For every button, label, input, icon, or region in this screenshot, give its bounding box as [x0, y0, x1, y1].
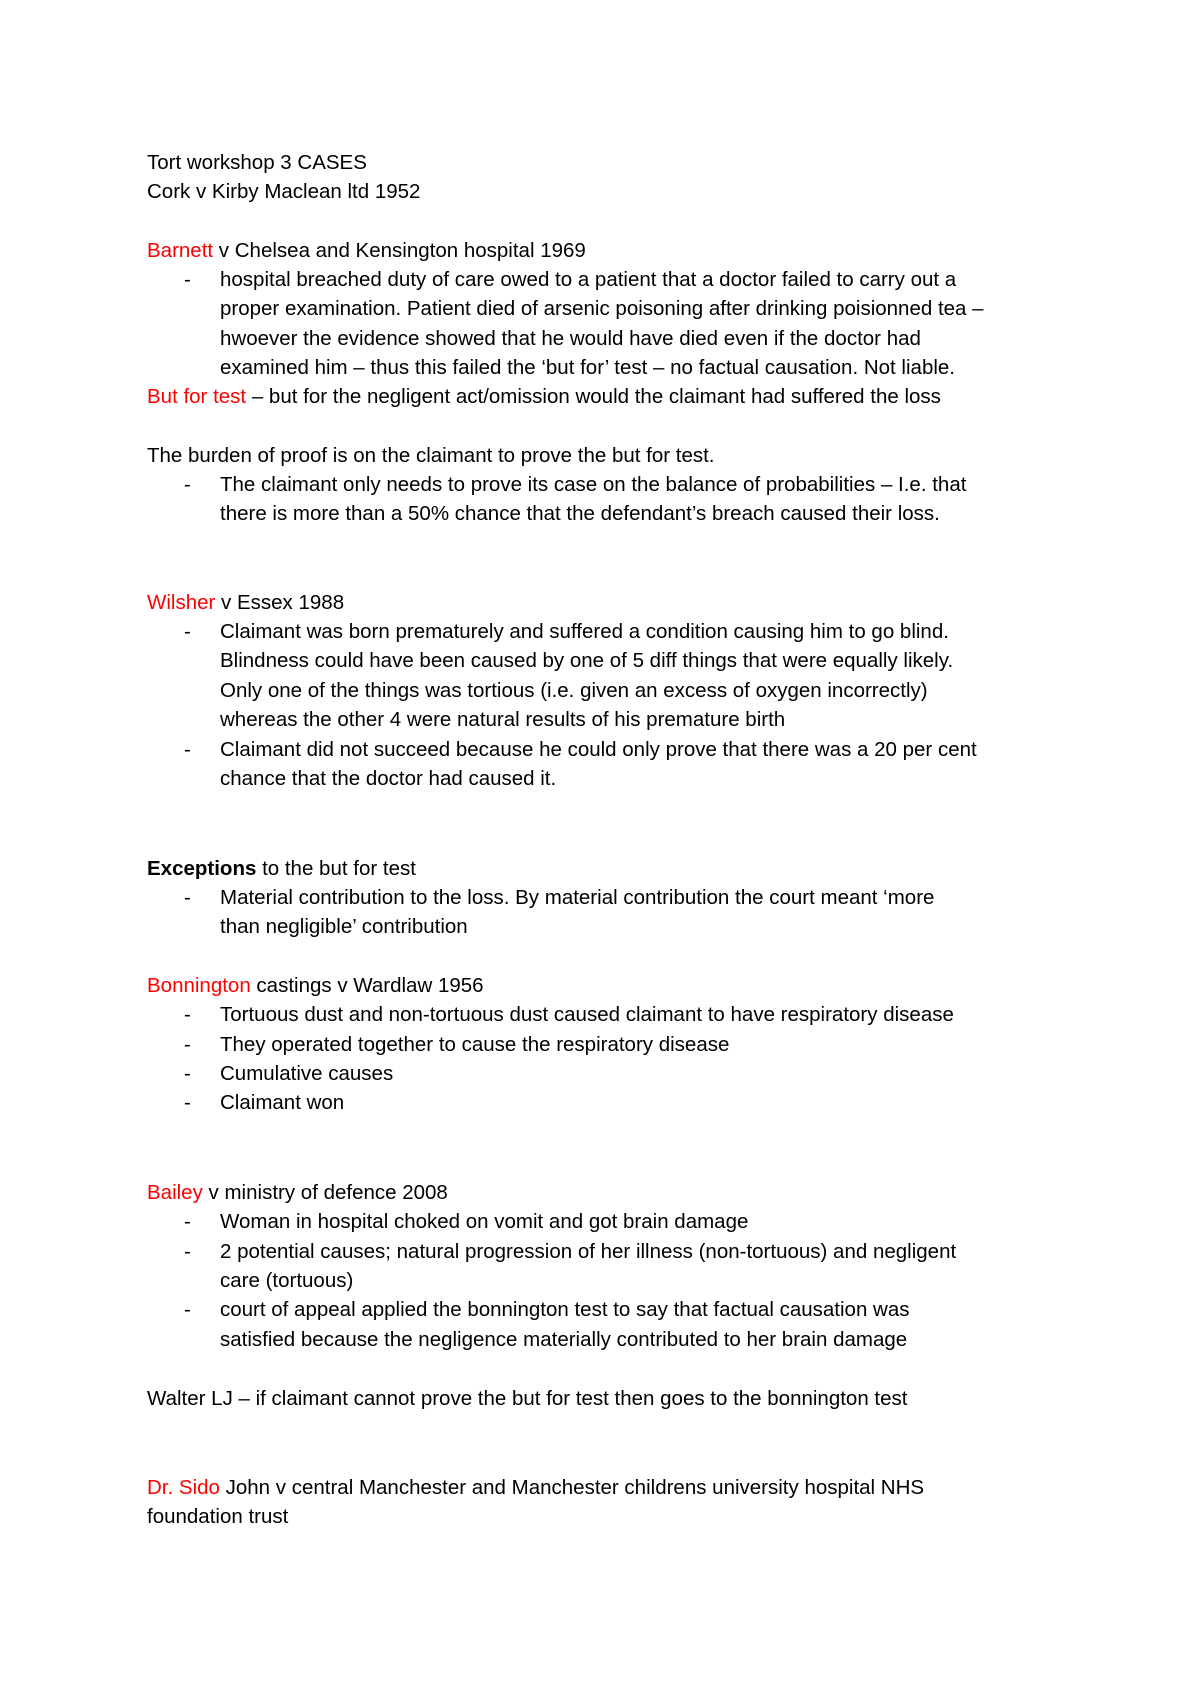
bonnington-bullet: Claimant won — [220, 1091, 345, 1114]
bonnington-bullet: Cumulative causes — [220, 1062, 394, 1085]
burden-bullet-line: there is more than a 50% chance that the defendant’s breach caused their loss. — [220, 502, 940, 525]
but-for-test-label: But for test — [147, 385, 247, 408]
but-for-test-definition: But for test – but for the negligent act/omission would the claimant had suffered the loss — [147, 385, 941, 408]
burden-bullet-line: The claimant only needs to prove its case on the balance of probabilities – I.e. that — [220, 473, 967, 496]
case-name-barnett: Barnett — [147, 239, 214, 262]
exceptions-bullet-line: Material contribution to the loss. By material contribution the court meant ‘more — [220, 886, 935, 909]
case-name-sido: Dr. Sido — [147, 1476, 220, 1499]
bullet-dash: - — [184, 1210, 191, 1233]
case-wilsher-heading: Wilsher v Essex 1988 — [147, 591, 345, 614]
case-sido-heading: Dr. Sido John v central Manchester and Manchester childrens university hospital NHS — [147, 1476, 925, 1499]
case-sido-heading-continued: foundation trust — [147, 1505, 289, 1528]
barnett-bullet-line: hospital breached duty of care owed to a patient that a doctor failed to carry out a — [220, 268, 957, 291]
burden-of-proof: The burden of proof is on the claimant to prove the but for test. — [147, 444, 715, 467]
bullet-dash: - — [184, 1003, 191, 1026]
case-name-bonnington: Bonnington — [147, 974, 251, 997]
barnett-bullet-line: proper examination. Patient died of arsenic poisoning after drinking poisionned tea – — [220, 297, 984, 320]
bullet-dash: - — [184, 886, 191, 909]
wilsher-bullet-line: chance that the doctor had caused it. — [220, 767, 557, 790]
case-barnett-heading: Barnett v Chelsea and Kensington hospital 1969 — [147, 239, 586, 262]
case-name-bailey: Bailey — [147, 1181, 203, 1204]
bonnington-bullet: They operated together to cause the respiratory disease — [220, 1033, 730, 1056]
exceptions-heading: Exceptions to the but for test — [147, 857, 416, 880]
bonnington-bullet: Tortuous dust and non-tortuous dust caused claimant to have respiratory disease — [220, 1003, 954, 1026]
document-title: Tort workshop 3 CASES — [147, 151, 367, 174]
case-bonnington-heading: Bonnington castings v Wardlaw 1956 — [147, 974, 484, 997]
bailey-bullet-line: satisfied because the negligence materially contributed to her brain damage — [220, 1328, 908, 1351]
bailey-bullet-line: Woman in hospital choked on vomit and got brain damage — [220, 1210, 749, 1233]
bullet-dash: - — [184, 620, 191, 643]
exceptions-label: Exceptions — [147, 857, 257, 880]
case-bailey-heading: Bailey v ministry of defence 2008 — [147, 1181, 448, 1204]
bullet-dash: - — [184, 1091, 191, 1114]
case-cork: Cork v Kirby Maclean ltd 1952 — [147, 180, 421, 203]
wilsher-bullet-line: Blindness could have been caused by one of 5 diff things that were equally likely. — [220, 649, 954, 672]
wilsher-bullet-line: Claimant did not succeed because he could only prove that there was a 20 per cent — [220, 738, 977, 761]
barnett-bullet-line: examined him – thus this failed the ‘but for’ test – no factual causation. Not liable. — [220, 356, 955, 379]
bullet-dash: - — [184, 1298, 191, 1321]
bullet-dash: - — [184, 473, 191, 496]
wilsher-bullet-line: Claimant was born prematurely and suffered a condition causing him to go blind. — [220, 620, 949, 643]
barnett-bullet-line: hwoever the evidence showed that he would have died even if the doctor had — [220, 327, 921, 350]
walter-lj-note: Walter LJ – if claimant cannot prove the but for test then goes to the bonnington test — [147, 1387, 908, 1410]
bullet-dash: - — [184, 738, 191, 761]
wilsher-bullet-line: Only one of the things was tortious (i.e. given an excess of oxygen incorrectly) — [220, 679, 928, 702]
bullet-dash: - — [184, 1062, 191, 1085]
bullet-dash: - — [184, 1033, 191, 1056]
bailey-bullet-line: court of appeal applied the bonnington test to say that factual causation was — [220, 1298, 910, 1321]
bullet-dash: - — [184, 268, 191, 291]
bullet-dash: - — [184, 1240, 191, 1263]
exceptions-bullet-line: than negligible’ contribution — [220, 915, 468, 938]
wilsher-bullet-line: whereas the other 4 were natural results of his premature birth — [220, 708, 786, 731]
bailey-bullet-line: 2 potential causes; natural progression of her illness (non-tortuous) and negligent — [220, 1240, 957, 1263]
case-name-wilsher: Wilsher — [147, 591, 216, 614]
bailey-bullet-line: care (tortuous) — [220, 1269, 354, 1292]
